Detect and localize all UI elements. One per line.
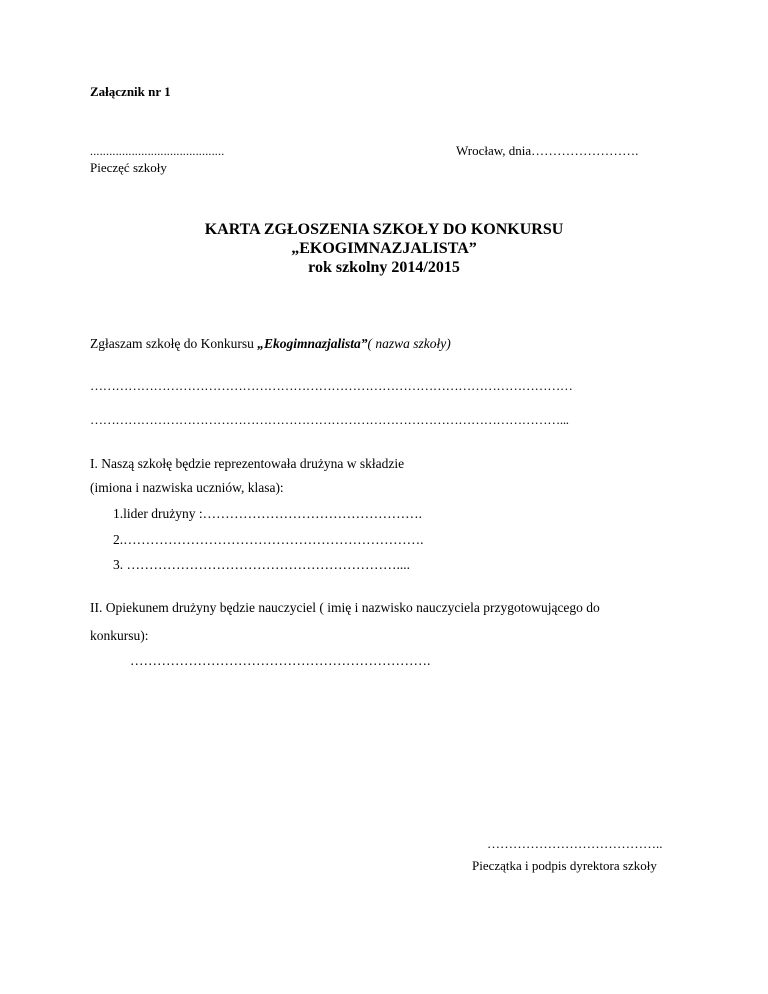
title-line-2: „EKOGIMNAZJALISTA” — [291, 240, 477, 257]
team-leader-field: 1.lider drużyny :…………………………………………. — [113, 506, 422, 521]
annex-label: Załącznik nr 1 — [90, 84, 171, 99]
city-date-field: Wrocław, dnia……………………. — [456, 143, 639, 158]
teacher-name-field: …………………………………………………………. — [130, 653, 431, 668]
section-1-subheading: (imiona i nazwiska uczniów, klasa): — [90, 480, 284, 495]
title-line-3: rok szkolny 2014/2015 — [308, 259, 460, 276]
team-member-2-field: 2.…………………………………………………………. — [113, 532, 424, 547]
section-1-heading: I. Naszą szkołę będzie reprezentowała drużyna w składzie — [90, 456, 405, 471]
section-2-heading: II. Opiekunem drużyny będzie nauczyciel ( imię i nazwisko nauczyciela przygotowującego do — [90, 600, 600, 615]
form-title — [0, 220, 768, 277]
signature-field: ………………………………….. — [487, 836, 663, 851]
school-stamp-label: Pieczęć szkoły — [90, 160, 167, 175]
declaration-text: Zgłaszam szkołę do Konkursu — [90, 336, 258, 351]
school-name-hint: ( nazwa szkoły) — [367, 336, 451, 351]
team-member-3-field: 3. …………………………………………………….... — [113, 557, 410, 572]
contest-name: „Ekogimnazjalista” — [257, 336, 368, 351]
section-2-subheading: konkursu): — [90, 628, 149, 643]
school-stamp-field: .......................................... — [90, 144, 225, 158]
declaration-line — [90, 336, 451, 352]
school-name-line-1: …………………………………………………………………………………………………… — [90, 378, 573, 393]
school-name-line-2: …………………………………………………………………………………………………... — [90, 412, 569, 427]
signature-label: Pieczątka i podpis dyrektora szkoły — [472, 858, 657, 873]
title-line-1: KARTA ZGŁOSZENIA SZKOŁY DO KONKURSU — [204, 221, 564, 238]
